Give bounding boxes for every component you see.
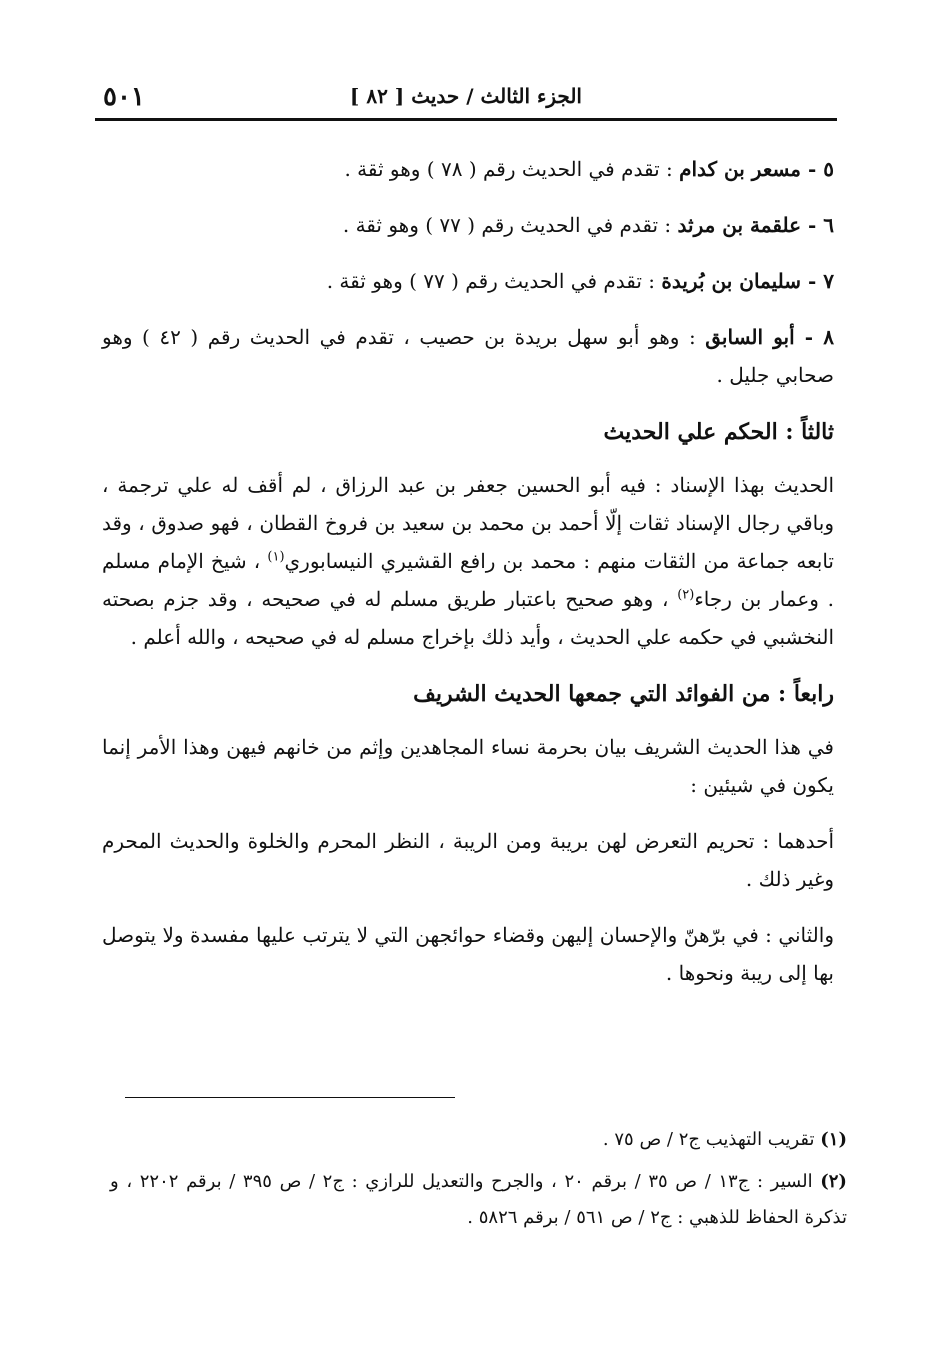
benefits-paragraph: والثاني : في برّهنّ والإحسان إليهن وقضاء حوائجهن التي لا يترتب عليها مفسدة ولا يتوصل بها إلى ريبة ونحوها . <box>102 923 834 985</box>
footnotes <box>110 1122 847 1242</box>
footnote-number: (١) <box>820 1129 847 1150</box>
header-title: الجزء الثالث / حديث [ ٨٢ ] <box>349 84 582 108</box>
narrator-note: : تقدم في الحديث رقم ( ٧٧ ) وهو ثقة . <box>326 269 662 293</box>
footnote-text: السير : ج١٣ / ص ٣٥ / برقم ٢٠ ، والجرح والتعديل للرازي : ج٢ / ص ٣٩٥ / برقم ٢٢٠٢ ، و تذكرة الحفاظ للذهبي : ج٢ / ص ٥٦١ / برقم ٥٨٢٦ . <box>110 1171 847 1228</box>
ruling-text: ، شيخ الإمام مسلم . وعمار بن رجاء <box>102 549 835 611</box>
footnote-number: (٢) <box>820 1171 847 1192</box>
footnote-text: تقريب التهذيب ج٢ / ص ٧٥ . <box>602 1129 821 1150</box>
section-heading: رابعاً : من الفوائد التي جمعها الحديث الشريف <box>413 681 834 707</box>
narrator-note: : تقدم في الحديث رقم ( ٧٨ ) وهو ثقة . <box>344 157 680 181</box>
page-number: ٥٠١ <box>103 82 145 112</box>
main-text <box>102 150 834 1010</box>
narrator-name: ٥ - مسعر بن كدام <box>679 157 834 181</box>
narrator-item <box>102 206 834 244</box>
running-header <box>95 84 837 120</box>
narrator-item <box>102 262 834 300</box>
narrator-item <box>102 150 834 188</box>
narrator-name: ٨ - أبو السابق <box>705 325 834 349</box>
header-rule <box>95 118 837 121</box>
ruling-paragraph <box>102 466 834 656</box>
benefits-paragraph: أحدهما : تحريم التعرض لهن بريبة ومن الريبة ، النظر المحرم والخلوة والحديث المحرم وغير ذلك . <box>102 829 834 891</box>
ruling-text: الحديث بهذا الإسناد : فيه أبو الحسين جعفر بن عبد الرزاق ، لم أقف له علي ترجمة ، وباقي رجال الإسناد ثقات إلّا أحمد بن محمد بن سعيد بن فروخ القطان ، فهو صدوق ، وقد تابعه جماعة من الثقات منهم : محمد بن رافع القشيري النيسابوري <box>102 473 834 573</box>
footnote-ref: (١) <box>267 549 285 565</box>
section-heading: ثالثاً : الحكم علي الحديث <box>603 419 834 445</box>
footnote-separator <box>125 1097 455 1098</box>
benefits-paragraph: في هذا الحديث الشريف بيان بحرمة نساء المجاهدين وإثم من خانهم فيهن وهذا الأمر إنما يكون في شيئين : <box>102 735 834 797</box>
footnote <box>110 1164 847 1236</box>
ruling-text: ، وهو صحيح باعتبار طريق مسلم له في صحيحه ، وقد جزم بصحته النخشبي في حكمه علي الحديث ، وأيد ذلك بإخراج مسلم له في صحيحه ، والله أعلم . <box>102 587 834 649</box>
narrator-name: ٧ - سليمان بن بُريدة <box>661 269 834 293</box>
narrator-note: : تقدم في الحديث رقم ( ٧٧ ) وهو ثقة . <box>342 213 678 237</box>
narrator-note: : وهو أبو سهل بريدة بن حصيب ، تقدم في الحديث رقم ( ٤٢ ) وهو صحابي جليل . <box>102 325 834 387</box>
narrator-item <box>102 318 834 394</box>
footnote-ref: (٢) <box>677 587 695 603</box>
narrator-name: ٦ - علقمة بن مرثد <box>677 213 834 237</box>
footnote <box>110 1122 847 1158</box>
